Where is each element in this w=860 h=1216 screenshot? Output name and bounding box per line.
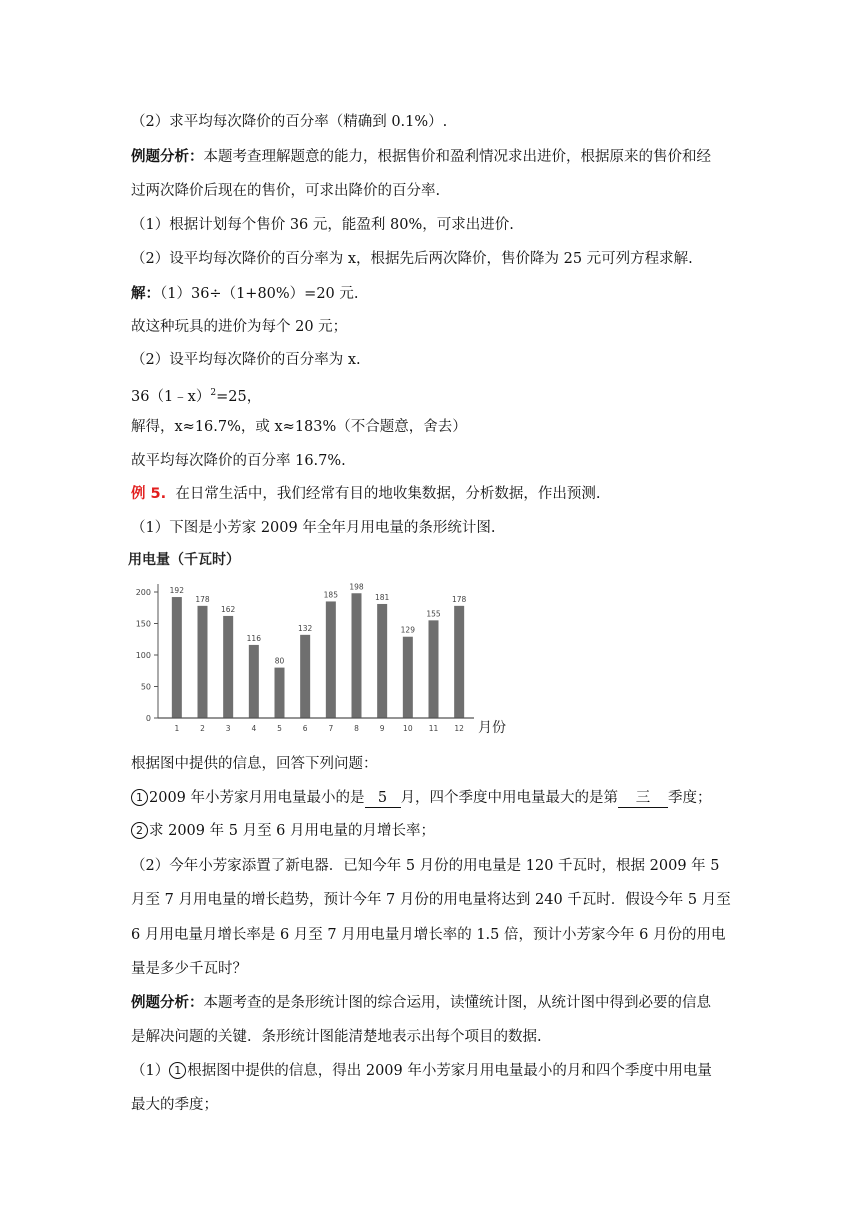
answer-blank-2: 三: [618, 789, 668, 808]
analysis-label: 例题分析：: [131, 149, 204, 165]
line-4: （1）根据计划每个售价 36 元，能盈利 80%，可求出进价.: [131, 217, 514, 233]
line-23: [131, 1061, 712, 1081]
line-18: 月至 7 月用电量的增长趋势，预计今年 7 月份的用电量将达到 240 千瓦时．假设今年 5 月至: [131, 892, 731, 908]
bar: [172, 597, 182, 718]
example-5-label: 例 5.: [131, 486, 167, 502]
circled-number: 1: [169, 1062, 186, 1079]
bar-value-label: 198: [349, 582, 364, 592]
bar: [352, 593, 362, 718]
line-5: （2）设平均每次降价的百分率为 x，根据先后两次降价，售价降为 25 元可列方程求解.: [131, 251, 693, 267]
line-9: [131, 383, 261, 407]
bar: [275, 668, 285, 718]
y-tick-label: 50: [140, 682, 151, 692]
line-14: 根据图中提供的信息，回答下列问题：: [131, 756, 378, 772]
chart-title: 用电量（千瓦时）: [128, 552, 240, 568]
line-20: 量是多少千瓦时？: [131, 961, 247, 977]
line-24: 最大的季度；: [131, 1097, 218, 1113]
bars: [170, 582, 467, 718]
x-tick-label: 10: [403, 724, 413, 733]
bar: [326, 601, 336, 718]
line-16: [131, 821, 435, 841]
x-axis: [158, 718, 474, 733]
analysis-text: 本题考查的是条形统计图的综合运用，读懂统计图，从统计图中得到必要的信息: [203, 995, 711, 1011]
bar-value-label: 178: [452, 594, 467, 604]
line-17: （2）今年小芳家添置了新电器．已知今年 5 月份的用电量是 120 千瓦时，根据 2009 年 5: [131, 858, 720, 874]
y-tick-label: 0: [145, 714, 151, 723]
x-tick-label: 3: [225, 724, 231, 733]
bar: [249, 645, 259, 718]
x-tick-label: 8: [354, 724, 359, 733]
part-1-label: （1）: [131, 1063, 170, 1079]
bar-value-label: 185: [323, 590, 338, 600]
bar-value-label: 162: [221, 604, 236, 614]
q1-text-b: 月，四个季度中用电量最大的是第: [400, 790, 619, 806]
analysis-label: 例题分析：: [131, 995, 204, 1011]
x-tick-label: 12: [454, 724, 464, 733]
q1-text-a: 2009 年小芳家月用电量最小的是: [149, 790, 365, 806]
equation-right: =25，: [216, 388, 262, 405]
bar: [454, 606, 464, 718]
bar-value-label: 80: [274, 656, 285, 666]
line-3: 过两次降价后现在的售价，可求出降价的百分率.: [131, 183, 441, 199]
q1-text-c: 季度；: [668, 790, 712, 806]
part-1-text: 根据图中提供的信息，得出 2009 年小芳家月用电量最小的月和四个季度中用电量: [187, 1063, 712, 1079]
x-tick-label: 9: [379, 724, 385, 733]
line-11: 故平均每次降价的百分率 16.7%.: [131, 453, 346, 469]
line-15: [131, 788, 712, 808]
line-1: （2）求平均每次降价的百分率（精确到 0.1%）.: [131, 114, 448, 130]
circled-number: 1: [131, 789, 148, 806]
x-tick-label: 11: [428, 724, 439, 733]
bar-chart: [126, 548, 526, 738]
bar-value-label: 129: [400, 625, 415, 635]
y-tick-label: 200: [135, 588, 151, 597]
x-axis-label: 月份: [478, 720, 506, 736]
line-10: 解得，x≈16.7%，或 x≈183%（不合题意，舍去）: [131, 419, 467, 435]
bar-value-label: 132: [298, 623, 313, 633]
solution-text: （1）36÷（1+80%）=20 元.: [160, 286, 359, 302]
equation-exponent: 2: [210, 388, 217, 398]
line-6: [131, 284, 359, 304]
y-axis: [136, 584, 158, 723]
line-13: （1）下图是小芳家 2009 年全年月用电量的条形统计图.: [131, 520, 496, 536]
bar-value-label: 192: [169, 586, 184, 596]
line-21: [131, 993, 711, 1013]
solution-label: 解：: [131, 286, 160, 302]
answer-blank-1: 5: [365, 789, 401, 808]
bar: [429, 620, 439, 718]
bar-value-label: 155: [426, 609, 441, 619]
x-tick-label: 1: [174, 724, 180, 733]
example-5-text: 在日常生活中，我们经常有目的地收集数据，分析数据，作出预测.: [175, 486, 601, 502]
y-tick-label: 150: [135, 619, 151, 629]
bar-value-label: 181: [375, 592, 390, 602]
equation-left: 36（1﹣x）: [131, 388, 211, 405]
x-tick-label: 5: [277, 724, 282, 733]
x-tick-label: 7: [328, 724, 334, 733]
line-22: 是解决问题的关键．条形统计图能清楚地表示出每个项目的数据.: [131, 1029, 542, 1045]
q2-text: 求 2009 年 5 月至 6 月用电量的月增长率；: [149, 823, 436, 839]
bar: [300, 635, 310, 718]
bar: [198, 606, 208, 718]
bar: [377, 604, 387, 718]
bar: [403, 637, 413, 718]
line-12: [131, 484, 600, 504]
x-tick-label: 6: [302, 724, 308, 733]
bar-value-label: 116: [246, 633, 261, 643]
bar: [223, 616, 233, 718]
x-tick-label: 4: [251, 724, 257, 733]
x-tick-label: 2: [200, 724, 205, 733]
line-19: 6 月用电量月增长率是 6 月至 7 月用电量月增长率的 1.5 倍，预计小芳家今年 6 月份的用电: [131, 927, 726, 943]
analysis-text: 本题考查理解题意的能力，根据售价和盈利情况求出进价，根据原来的售价和经: [203, 149, 711, 165]
line-8: （2）设平均每次降价的百分率为 x.: [131, 352, 361, 368]
line-7: 故这种玩具的进价为每个 20 元；: [131, 319, 348, 335]
bar-value-label: 178: [195, 594, 210, 604]
circled-number: 2: [131, 822, 148, 839]
line-2: [131, 147, 711, 167]
y-tick-label: 100: [135, 651, 151, 660]
